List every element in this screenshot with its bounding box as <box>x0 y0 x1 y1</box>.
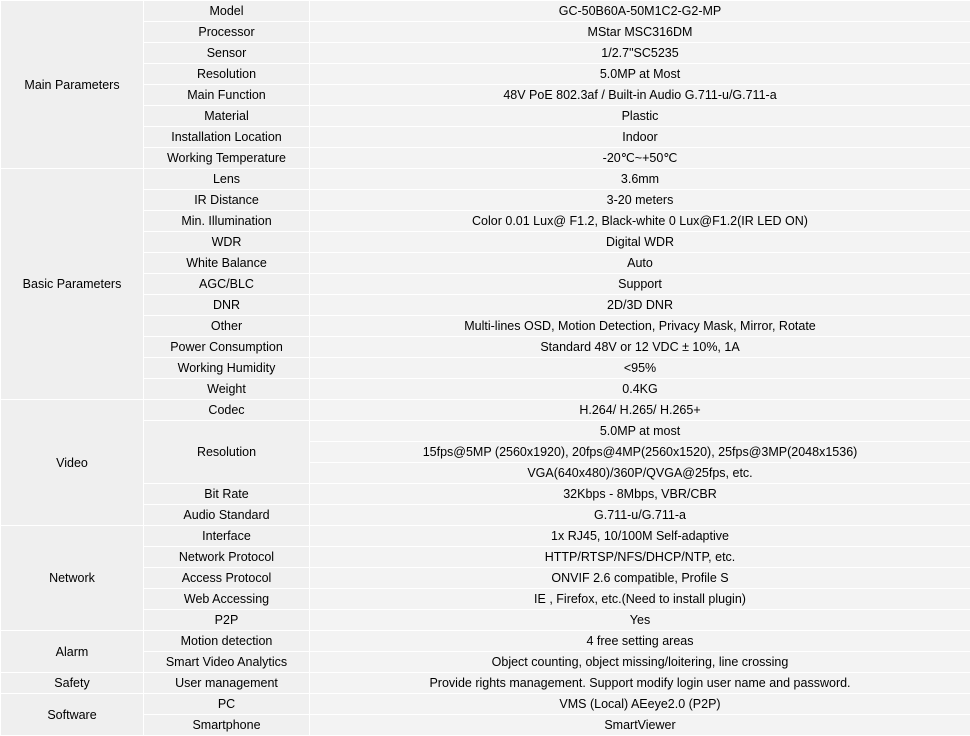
spec-row <box>1 631 970 652</box>
spec-row <box>1 547 970 568</box>
parameter-value: Standard 48V or 12 VDC ± 10%, 1A <box>310 337 970 358</box>
spec-table-body <box>1 1 970 736</box>
parameter-name: Bit Rate <box>144 484 310 505</box>
parameter-value: IE , Firefox, etc.(Need to install plugin) <box>310 589 970 610</box>
section-label: Safety <box>1 673 144 694</box>
parameter-name: IR Distance <box>144 190 310 211</box>
spec-row <box>1 400 970 421</box>
section-label: Alarm <box>1 631 144 673</box>
spec-row <box>1 106 970 127</box>
parameter-value: MStar MSC316DM <box>310 22 970 43</box>
parameter-name: P2P <box>144 610 310 631</box>
section-label: Main Parameters <box>1 1 144 169</box>
parameter-value: 1x RJ45, 10/100M Self-adaptive <box>310 526 970 547</box>
parameter-value: Yes <box>310 610 970 631</box>
parameter-name: Working Humidity <box>144 358 310 379</box>
parameter-value: 48V PoE 802.3af / Built-in Audio G.711-u/G.711-a <box>310 85 970 106</box>
parameter-name: Working Temperature <box>144 148 310 169</box>
parameter-value: 32Kbps - 8Mbps, VBR/CBR <box>310 484 970 505</box>
spec-row <box>1 253 970 274</box>
section-label: Video <box>1 400 144 526</box>
spec-row <box>1 85 970 106</box>
parameter-name: WDR <box>144 232 310 253</box>
parameter-name: Interface <box>144 526 310 547</box>
spec-row <box>1 43 970 64</box>
parameter-value: Multi-lines OSD, Motion Detection, Privacy Mask, Mirror, Rotate <box>310 316 970 337</box>
parameter-value: 3.6mm <box>310 169 970 190</box>
parameter-name: Access Protocol <box>144 568 310 589</box>
spec-row <box>1 484 970 505</box>
parameter-name: Web Accessing <box>144 589 310 610</box>
spec-row <box>1 505 970 526</box>
spec-row <box>1 610 970 631</box>
parameter-value: VMS (Local) AEeye2.0 (P2P) <box>310 694 970 715</box>
parameter-name: Model <box>144 1 310 22</box>
spec-row <box>1 526 970 547</box>
parameter-name: Other <box>144 316 310 337</box>
parameter-value: 3-20 meters <box>310 190 970 211</box>
parameter-name: User management <box>144 673 310 694</box>
spec-row <box>1 715 970 736</box>
spec-row <box>1 295 970 316</box>
spec-row <box>1 127 970 148</box>
parameter-name: White Balance <box>144 253 310 274</box>
parameter-name: Min. Illumination <box>144 211 310 232</box>
parameter-value: ONVIF 2.6 compatible, Profile S <box>310 568 970 589</box>
parameter-name: PC <box>144 694 310 715</box>
parameter-value: 15fps@5MP (2560x1920), 20fps@4MP(2560x1520), 25fps@3MP(2048x1536) <box>310 442 970 463</box>
parameter-name: Power Consumption <box>144 337 310 358</box>
parameter-value: 1/2.7"SC5235 <box>310 43 970 64</box>
spec-row <box>1 652 970 673</box>
parameter-value: 0.4KG <box>310 379 970 400</box>
parameter-name: Audio Standard <box>144 505 310 526</box>
spec-row <box>1 1 970 22</box>
spec-row <box>1 421 970 442</box>
spec-row <box>1 211 970 232</box>
parameter-value: <95% <box>310 358 970 379</box>
parameter-name: Lens <box>144 169 310 190</box>
parameter-name: Network Protocol <box>144 547 310 568</box>
spec-row <box>1 589 970 610</box>
parameter-value: -20℃~+50℃ <box>310 148 970 169</box>
spec-row <box>1 64 970 85</box>
parameter-value: HTTP/RTSP/NFS/DHCP/NTP, etc. <box>310 547 970 568</box>
spec-row <box>1 379 970 400</box>
parameter-value: Plastic <box>310 106 970 127</box>
parameter-name: Resolution <box>144 64 310 85</box>
spec-row <box>1 169 970 190</box>
spec-row <box>1 316 970 337</box>
parameter-name: Weight <box>144 379 310 400</box>
parameter-value: Digital WDR <box>310 232 970 253</box>
parameter-name: Resolution <box>144 421 310 484</box>
spec-row <box>1 358 970 379</box>
parameter-value: Indoor <box>310 127 970 148</box>
parameter-value: Color 0.01 Lux@ F1.2, Black-white 0 Lux@F1.2(IR LED ON) <box>310 211 970 232</box>
parameter-value: GC-50B60A-50M1C2-G2-MP <box>310 1 970 22</box>
spec-row <box>1 22 970 43</box>
parameter-name: Main Function <box>144 85 310 106</box>
parameter-name: Motion detection <box>144 631 310 652</box>
parameter-value: VGA(640x480)/360P/QVGA@25fps, etc. <box>310 463 970 484</box>
parameter-value: Auto <box>310 253 970 274</box>
parameter-name: Smart Video Analytics <box>144 652 310 673</box>
parameter-name: Smartphone <box>144 715 310 736</box>
spec-row <box>1 673 970 694</box>
parameter-name: Sensor <box>144 43 310 64</box>
parameter-value: Support <box>310 274 970 295</box>
spec-row <box>1 148 970 169</box>
section-label: Software <box>1 694 144 736</box>
spec-row <box>1 232 970 253</box>
parameter-value: H.264/ H.265/ H.265+ <box>310 400 970 421</box>
parameter-name: Installation Location <box>144 127 310 148</box>
section-label: Network <box>1 526 144 631</box>
parameter-name: AGC/BLC <box>144 274 310 295</box>
spec-row <box>1 694 970 715</box>
parameter-value: 2D/3D DNR <box>310 295 970 316</box>
spec-row <box>1 274 970 295</box>
spec-row <box>1 568 970 589</box>
parameter-name: Processor <box>144 22 310 43</box>
parameter-value: 5.0MP at most <box>310 421 970 442</box>
parameter-value: 5.0MP at Most <box>310 64 970 85</box>
spec-row <box>1 190 970 211</box>
parameter-value: G.711-u/G.711-a <box>310 505 970 526</box>
spec-row <box>1 337 970 358</box>
parameter-value: SmartViewer <box>310 715 970 736</box>
parameter-name: Material <box>144 106 310 127</box>
parameter-name: Codec <box>144 400 310 421</box>
parameter-value: Provide rights management. Support modify login user name and password. <box>310 673 970 694</box>
parameter-value: 4 free setting areas <box>310 631 970 652</box>
parameter-name: DNR <box>144 295 310 316</box>
parameter-value: Object counting, object missing/loitering, line crossing <box>310 652 970 673</box>
section-label: Basic Parameters <box>1 169 144 400</box>
